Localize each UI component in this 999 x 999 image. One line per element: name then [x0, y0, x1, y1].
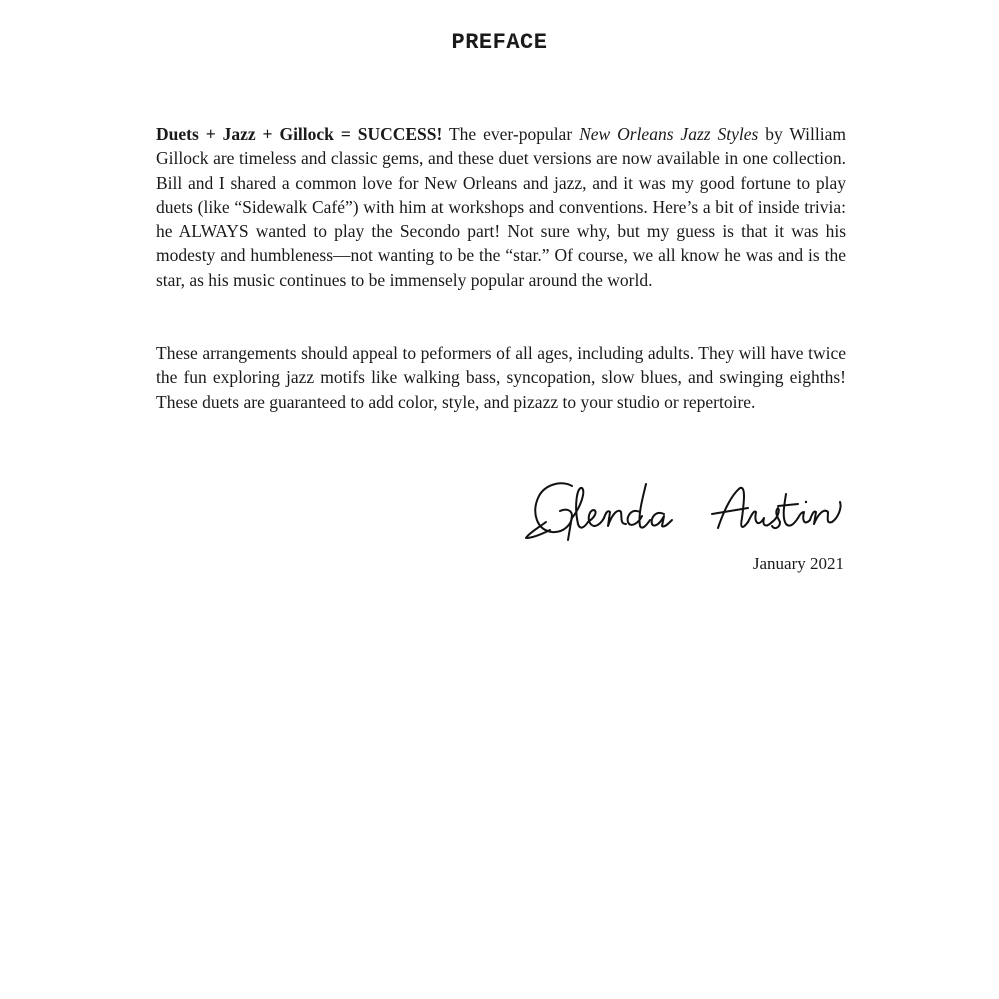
preface-paragraph-2: These arrangements should appeal to peformers of all ages, including adults. They will have twice the fun exploring jazz motifs like walking bass, syncopation, slow blues, and swinging eighths! These duets are guaranteed to add color, style, and pizazz to your studio or repertoire. [156, 343, 846, 412]
page-title: PREFACE [451, 30, 548, 55]
preface-paragraph-1 [156, 122, 846, 292]
paragraph-1-body: by William Gillock are timeless and classic gems, and these duet versions are now available in one collection. Bill and I shared a common love for New Orleans and jazz, and it was my good fortune to play duets (like “Sidewalk Café”) with him at workshops and conventions. Here’s a bit of inside trivia: he ALWAYS wanted to play the Secondo part! Not sure why, but my guess is that it was his modesty and humbleness—not wanting to be the “star.” Of course, we all know he was and is the star, as his music continues to be immensely popular around the world. [156, 124, 847, 290]
lead-phrase: Duets + Jazz + Gillock = SUCCESS! [156, 124, 443, 144]
intro-text: The ever-popular [442, 124, 580, 144]
book-title: New Orleans Jazz Styles [579, 124, 759, 144]
date-line: January 2021 [752, 554, 844, 573]
handwritten-signature [522, 478, 862, 548]
